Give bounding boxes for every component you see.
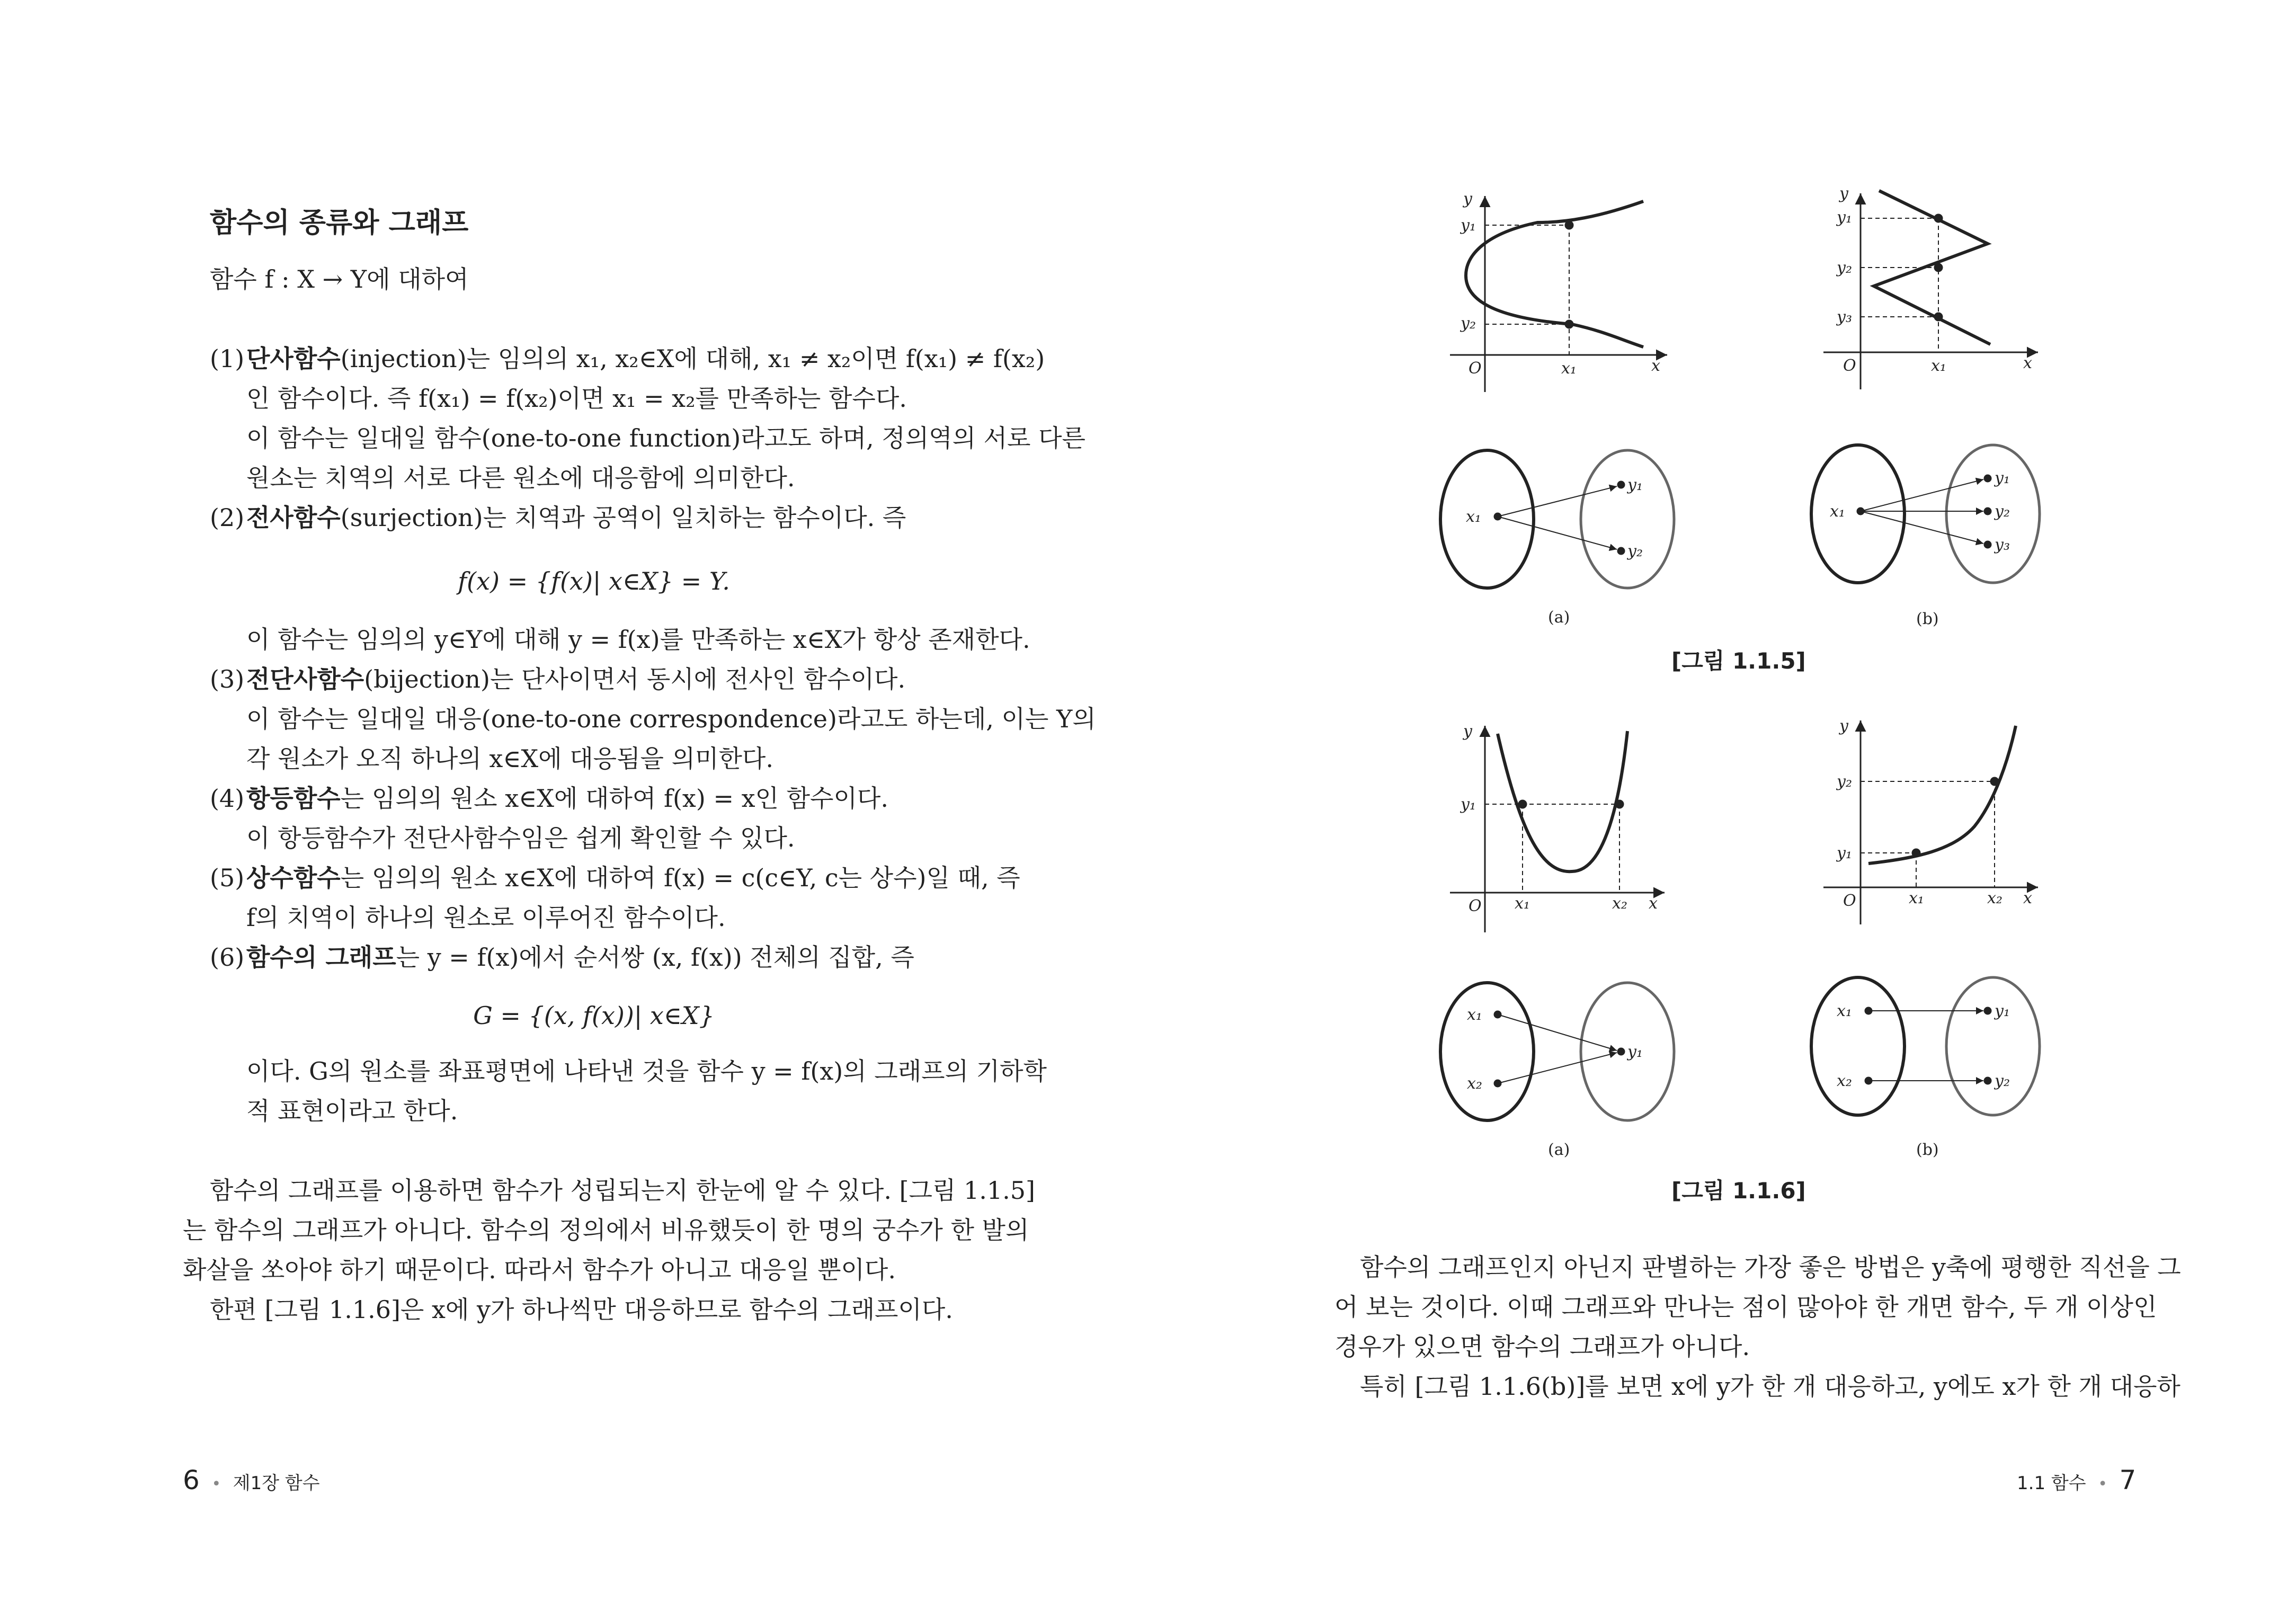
fig5a-map-y2-label: y₂ [1627,542,1643,560]
fig6a-map-x1-label: x₁ [1467,1005,1482,1024]
item-3-line-2: 이 함수는 일대일 대응(one-to-one correspondence)라고도 하는데, 이는 Y의 [246,705,1096,733]
fig5a-point-2 [1565,320,1573,328]
fig6a-point-1 [1518,800,1527,808]
fig5a-map-y1-label: y₁ [1627,476,1643,494]
fig6b-x2-label: x₂ [1987,889,2003,907]
item-6-line-1 [246,938,914,977]
fig5b-map-y2-label: y₂ [1995,502,2010,521]
fig5a-map-y1 [1617,481,1625,488]
section-heading: 함수의 종류와 그래프 [210,207,469,239]
fig6b-map-x2-label: x₂ [1837,1072,1852,1090]
fig6b-map-y1-label: y₁ [1995,1002,2010,1020]
fig5a-labels [1460,190,1660,378]
fig6a-graph [1450,726,1665,932]
fig5b-x1-label: x₁ [1931,357,1946,375]
fig6a-x2-label: x₂ [1612,894,1627,913]
item-5-line-2: f의 치역이 하나의 원소로 이루어진 함수이다. [246,903,726,932]
item-6-formula: G = {(x, f(x))| x∈X} [473,1001,715,1030]
fig5b-map-y3 [1984,541,1991,548]
left-paragraph-line-3: 화살을 쏘아야 하기 때문이다. 따라서 함수가 아니고 대응일 뿐이다. [183,1256,896,1284]
fig6b-point-1 [1912,849,1920,857]
fig6b-curve [1868,726,2016,864]
fig5b-y1-label: y₁ [1837,208,1852,227]
fig5-caption: [그림 1.1.5] [1671,648,1806,674]
left-page-number: 6 [183,1465,200,1496]
fig6a-arrow-2 [1498,1053,1617,1083]
right-page-number: 7 [2119,1465,2137,1496]
left-paragraph-text-1: 함수의 그래프를 이용하면 함수가 성립되는지 한눈에 알 수 있다. [그림 1.1.5] [210,1176,1035,1205]
item-5-line-1 [246,858,1020,898]
fig5a-x1-label: x₁ [1561,359,1577,378]
fig6b-point-2 [1990,777,1999,786]
item-2-line-3: 이 함수는 임의의 y∈Y에 대해 y = f(x)를 만족하는 x∈X가 항상 존재한다. [246,625,1030,654]
item-1-line-3: 이 함수는 일대일 함수(one-to-one function)라고도 하며, 정의역의 서로 다른 [246,424,1085,452]
item-5-number: (5) [210,864,245,892]
left-chapter-title: 제1장 함수 [233,1473,320,1494]
item-6-number: (6) [210,943,245,972]
item-2-formula: f(x) = {f(x)| x∈X} = Y. [458,567,730,595]
fig6a-y1-label: y₁ [1461,795,1476,814]
fig6a-origin-label: O [1469,897,1482,915]
fig5b-origin-label: O [1843,357,1856,375]
right-footer [2017,1465,2136,1496]
left-footer [183,1465,320,1496]
fig5a-point-1 [1565,221,1573,229]
fig5a-codomain-set [1581,450,1674,588]
fig5a-map-x1-label: x₁ [1466,508,1481,526]
item-6-line-3: 이다. G의 원소를 좌표평면에 나타낸 것을 함수 y = f(x)의 그래프의 기하학 [246,1057,1047,1085]
item-4-line-1 [246,779,888,818]
right-paragraph-line-4: 특히 [그림 1.1.6(b)]를 보면 x에 y가 한 개 대응하고, y에도 x가 한 개 대응하 [1360,1372,2181,1401]
fig5a-x-label: x [1651,357,1660,375]
item-3-text: (bijection)는 단사이면서 동시에 전사인 함수이다. [364,665,906,693]
item-6-text: 는 y = f(x)에서 순서쌍 (x, f(x)) 전체의 집합, 즉 [396,943,914,972]
item-4-term: 항등함수 [246,784,341,813]
fig5b-map-y2 [1984,508,1991,515]
fig5b-codomain-set [1946,445,2040,583]
fig5a-y2-label: y₂ [1461,314,1476,333]
item-1-term: 단사함수 [246,344,341,373]
fig5b-y2-label: y₂ [1837,259,1852,277]
item-6-line-4: 적 표현이라고 한다. [246,1097,458,1125]
fig6a-x-label: x [1649,894,1658,913]
right-paragraph-line-2: 어 보는 것이다. 이때 그래프와 만나는 점이 많아야 한 개면 함수, 두 개 이상인 [1334,1293,2157,1321]
fig6b-map-y2 [1984,1077,1991,1084]
item-5-text: 는 임의의 원소 x∈X에 대하여 f(x) = c(c∈Y, c는 상수)일 때, 즉 [340,864,1020,892]
fig6a-labels [1460,722,1658,915]
fig6b-codomain-set [1946,977,2040,1115]
left-paragraph-line-4: 한편 [그림 1.1.6]은 x에 y가 하나씩만 대응하므로 함수의 그래프이다. [210,1295,953,1324]
item-3-line-3: 각 원소가 오직 하나의 x∈X에 대응됨을 의미한다. [246,744,773,773]
right-paragraph-line-3: 경우가 있으면 함수의 그래프가 아니다. [1334,1332,1750,1361]
fig5a-y-label: y [1463,190,1472,208]
fig6b-origin-label: O [1843,892,1856,910]
fig5b-arrow-3 [1861,511,1983,544]
fig5a-y1-label: y₁ [1461,216,1476,235]
intro-line: 함수 f : X → Y에 대하여 [210,265,469,293]
fig6a-curve [1498,731,1627,871]
fig5b-map-y1 [1984,475,1991,482]
fig5a-domain-set [1440,450,1534,588]
fig6a-point-2 [1615,800,1624,808]
left-paragraph-line-1 [210,1171,1035,1210]
fig5a-arrow-2 [1498,517,1617,549]
fig6b-map-y1 [1984,1007,1991,1014]
item-1-number: (1) [210,344,245,373]
item-3-number: (3) [210,665,245,693]
fig6a-x1-label: x₁ [1515,894,1530,913]
fig6b-mapping [1811,977,2040,1115]
item-4-number: (4) [210,784,245,813]
fig5b-x-label: x [2023,354,2032,372]
fig5b-point-3 [1934,313,1943,321]
fig6b-y2-label: y₂ [1837,772,1852,791]
fig6a-map-y1 [1617,1048,1625,1055]
fig5a-map-y2 [1617,547,1625,555]
fig6b-labels [1836,717,2032,910]
fig6a-y-label: y [1463,722,1472,741]
fig5b-map-x1-label: x₁ [1830,502,1845,521]
item-3-line-1 [246,660,905,699]
fig6b-x1-label: x₁ [1909,889,1924,907]
item-1-line-2: 인 함수이다. 즉 f(x₁) = f(x₂)이면 x₁ = x₂를 만족하는 함수다. [246,384,907,413]
item-4-line-2: 이 항등함수가 전단사함수임은 쉽게 확인할 수 있다. [246,824,795,852]
fig6b-y-label: y [1839,717,1848,735]
fig5b-map-y1-label: y₁ [1995,469,2010,487]
fig5a-arrow-1 [1498,486,1617,517]
fig5b-point-1 [1934,214,1943,222]
fig5b-y3-label: y₃ [1837,308,1852,326]
item-4-text: 는 임의의 원소 x∈X에 대하여 f(x) = x인 함수이다. [340,784,888,813]
fig6b-domain-set [1811,977,1905,1115]
fig6-caption: [그림 1.1.6] [1671,1178,1806,1204]
right-footer-bullet: • [2098,1475,2107,1493]
right-page [1148,0,2296,1620]
fig5b-sub-label: (b) [1916,610,1939,628]
fig5a-curve [1466,201,1643,347]
fig5b-y-label: y [1839,184,1848,203]
fig5a-graph [1450,196,1667,392]
left-paragraph-line-2: 는 함수의 그래프가 아니다. 함수의 정의에서 비유했듯이 한 명의 궁수가 한 발의 [183,1216,1029,1244]
item-5-term: 상수함수 [246,864,341,892]
fig5a-map-labels [1466,476,1643,627]
fig6a-map-labels [1467,1005,1643,1159]
fig5a-sub-label: (a) [1548,608,1570,627]
fig6b-map-x1-label: x₁ [1837,1002,1852,1020]
item-1-line-1 [246,339,1045,379]
item-1-line-4: 원소는 치역의 서로 다른 원소에 대응함에 의미한다. [246,464,795,492]
fig6b-x-label: x [2023,889,2032,907]
fig5b-map-y3-label: y₃ [1995,536,2010,554]
item-6-term: 함수의 그래프 [246,943,396,972]
fig6a-map-y1-label: y₁ [1627,1043,1643,1061]
item-1-text: (injection)는 임의의 x₁, x₂∈X에 대해, x₁ ≠ x₂이면 f(x₁) ≠ f(x₂) [340,344,1045,373]
fig6a-sub-label: (a) [1548,1141,1570,1159]
item-2-term: 전사함수 [246,503,341,532]
left-footer-bullet: • [211,1475,221,1493]
fig5a-origin-label: O [1469,359,1482,378]
right-paragraph-line-1: 함수의 그래프인지 아닌지 판별하는 가장 좋은 방법은 y축에 평행한 직선을 그 [1360,1253,2181,1281]
fig5b-point-2 [1934,263,1943,272]
fig6b-map-y2-label: y₂ [1995,1072,2010,1090]
item-2-line-1 [246,498,906,538]
fig6b-y1-label: y₁ [1837,844,1852,862]
item-2-number: (2) [210,503,245,532]
fig5b-map-labels [1830,469,2010,628]
item-2-text: (surjection)는 치역과 공역이 일치하는 함수이다. 즉 [340,503,906,532]
fig6b-sub-label: (b) [1916,1141,1939,1159]
fig6a-arrow-1 [1498,1014,1617,1051]
item-3-term: 전단사함수 [246,665,364,693]
right-section-title: 1.1 함수 [2017,1473,2086,1494]
fig5b-arrow-1 [1861,479,1983,511]
fig6a-map-x2-label: x₂ [1467,1074,1482,1093]
fig6a-domain-set [1440,983,1534,1120]
fig5b-labels [1836,184,2032,375]
